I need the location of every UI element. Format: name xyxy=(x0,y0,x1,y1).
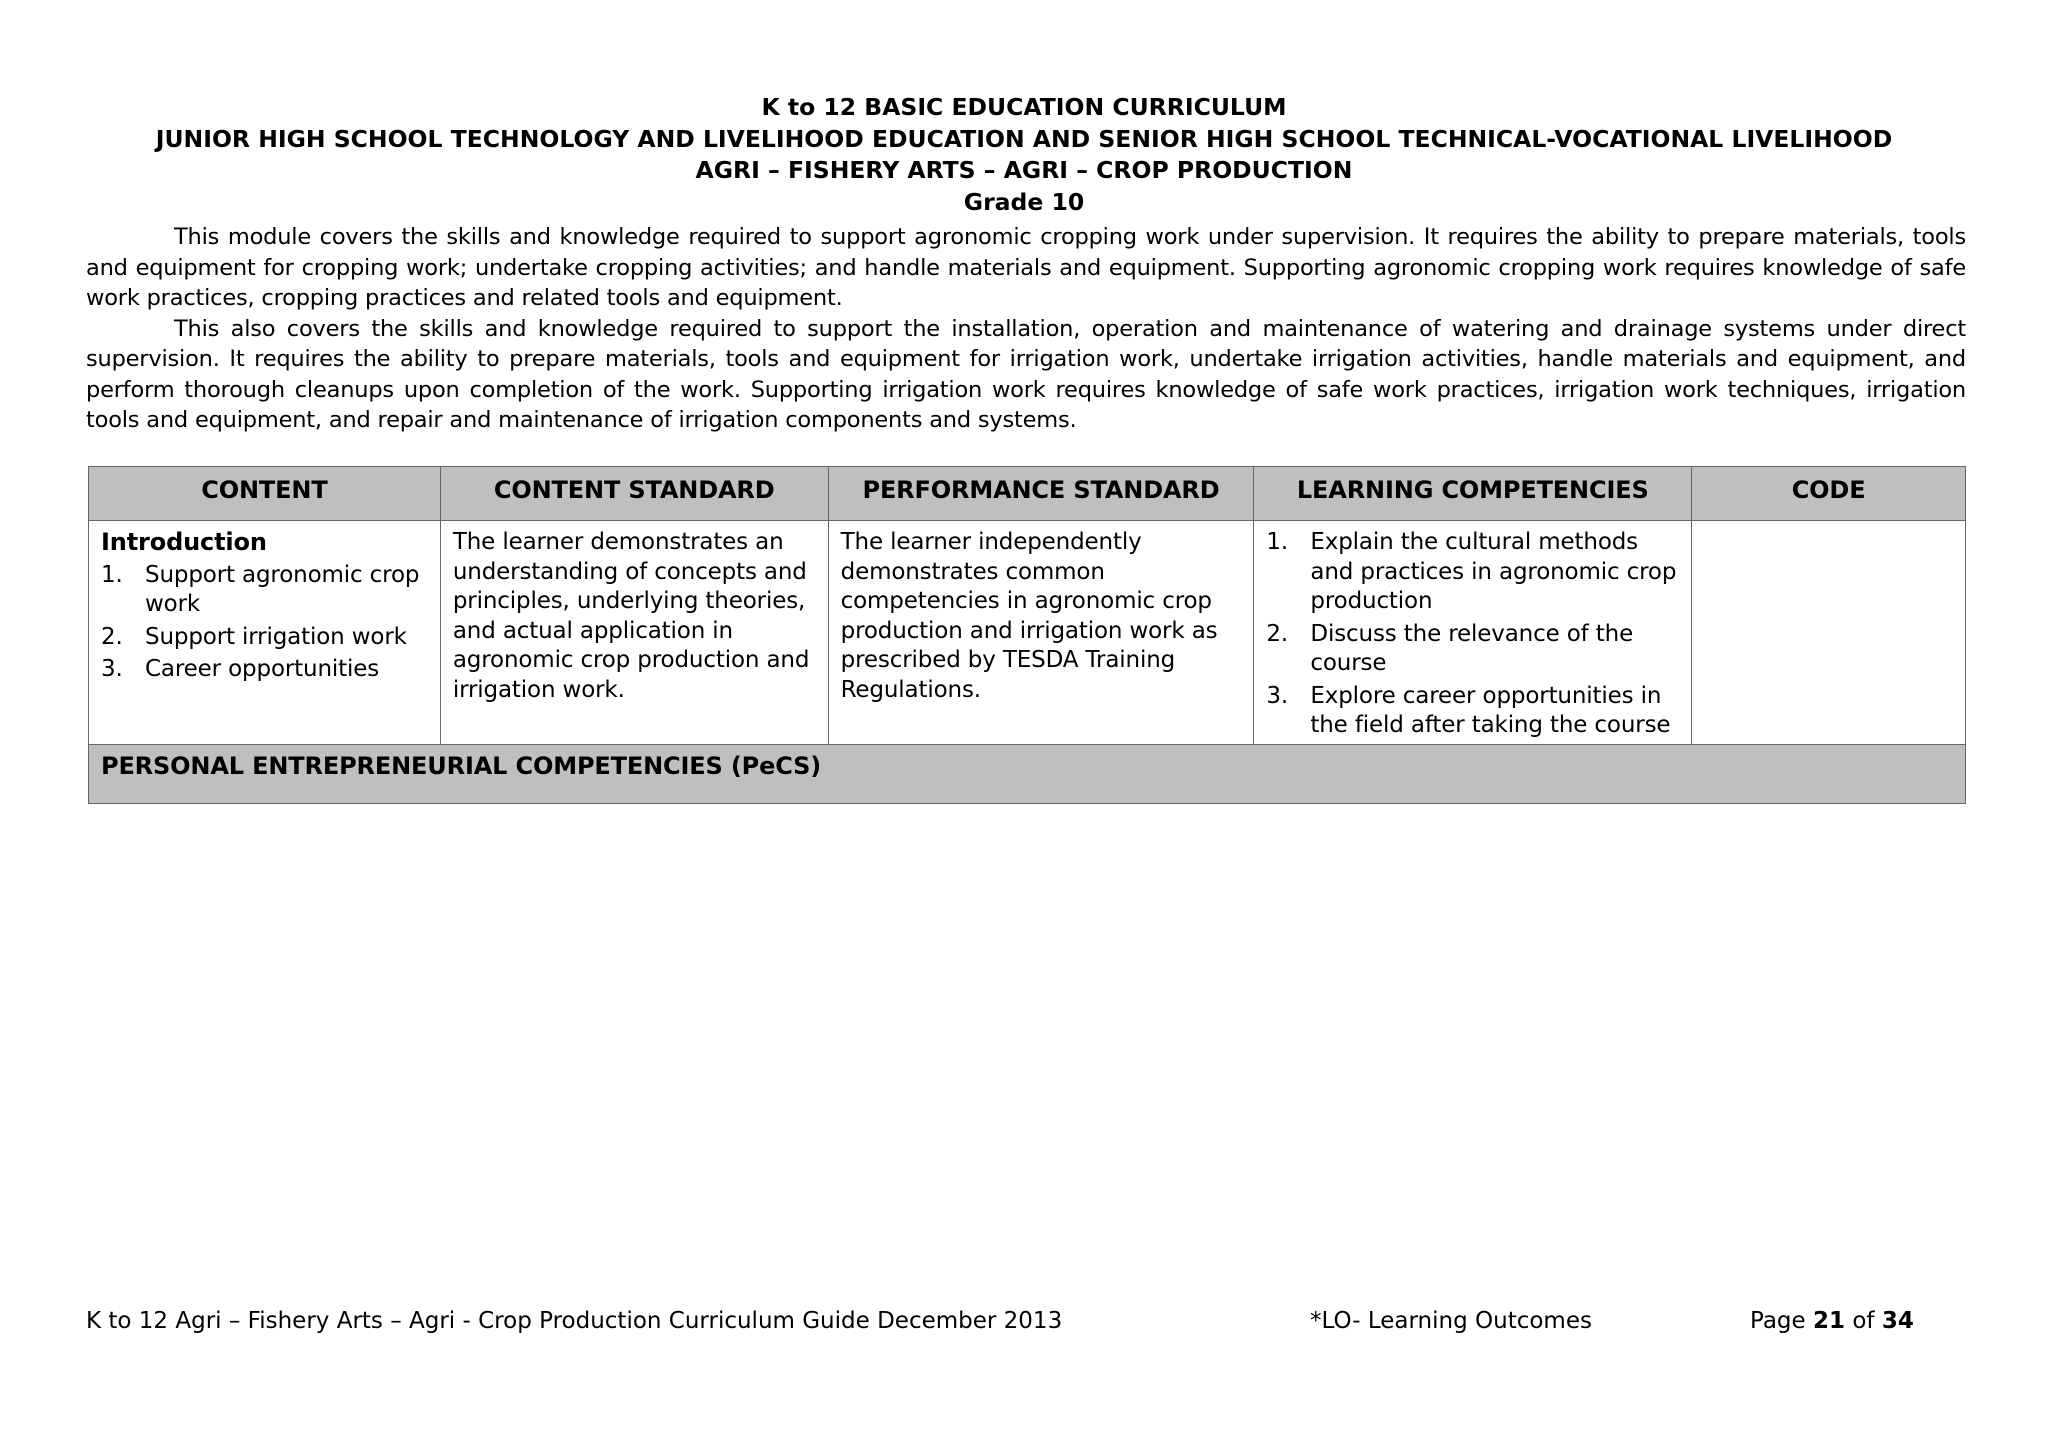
list-text: Explain the cultural methods and practices in agronomic crop production xyxy=(1310,529,1677,614)
subject-title: AGRI – FISHERY ARTS – AGRI – CROP PRODUCTION xyxy=(695,156,1353,184)
header-learning-competencies: LEARNING COMPETENCIES xyxy=(1254,467,1692,521)
section-row-label: PERSONAL ENTREPRENEURIAL COMPETENCIES (PeCS) xyxy=(89,744,1966,803)
description-paragraph-1: This module covers the skills and knowledge required to support agronomic cropping work under supervision. It requires the ability to prepare materials, tools and equipment for cropping work; undertake cropping activities; and handle materials and equipment. Supporting agronomic cropping work requires knowledge of safe work practices, cropping practices and related tools and equipment. xyxy=(86,224,1966,311)
grade-title: Grade 10 xyxy=(963,187,1085,216)
page-prefix: Page xyxy=(1750,1308,1806,1334)
header-code: CODE xyxy=(1692,467,1966,521)
curriculum-table xyxy=(88,466,1966,804)
list-number: 3. xyxy=(101,656,123,682)
list-item xyxy=(1266,682,1683,741)
list-number: 2. xyxy=(1266,620,1289,647)
list-item xyxy=(101,561,432,620)
list-item xyxy=(101,655,432,685)
list-item xyxy=(1266,620,1683,679)
list-item xyxy=(101,623,432,653)
page-total: 34 xyxy=(1881,1308,1914,1334)
content-standard-cell: The learner demonstrates an understanding of concepts and principles, underlying theories, and actual application in agronomic crop production and irrigation work. xyxy=(440,521,828,745)
content-list xyxy=(101,561,432,685)
content-title: Introduction xyxy=(101,528,267,556)
table-row xyxy=(89,521,1966,745)
footer-guide-title: K to 12 Agri – Fishery Arts – Agri - Crop Production Curriculum Guide December 2013 xyxy=(86,1308,1063,1334)
page-current: 21 xyxy=(1813,1308,1846,1334)
list-number: 3. xyxy=(1266,682,1289,709)
list-number: 2. xyxy=(101,623,123,650)
table-header-row xyxy=(89,467,1966,521)
program-title: JUNIOR HIGH SCHOOL TECHNOLOGY AND LIVELIHOOD EDUCATION AND SENIOR HIGH SCHOOL TECHNICAL-VOCATIONAL LIVELIHOOD xyxy=(155,124,1893,153)
header-content-standard: CONTENT STANDARD xyxy=(440,467,828,521)
list-item xyxy=(1266,528,1683,617)
content-cell xyxy=(89,521,441,745)
competencies-list xyxy=(1266,528,1683,741)
page-number xyxy=(1750,1307,1914,1335)
performance-standard-cell: The learner independently demonstrates common competencies in agronomic crop production and irrigation work as prescribed by TESDA Training Regulations. xyxy=(828,521,1254,745)
header-performance-standard: PERFORMANCE STANDARD xyxy=(828,467,1254,521)
code-cell xyxy=(1692,521,1966,745)
list-text: Support irrigation work xyxy=(145,623,407,650)
header-content: CONTENT xyxy=(89,467,441,521)
list-text: Career opportunities xyxy=(145,656,380,682)
page-of: of xyxy=(1852,1308,1875,1334)
list-number: 1. xyxy=(101,561,123,588)
curriculum-title: K to 12 BASIC EDUCATION CURRICULUM xyxy=(761,93,1287,121)
footer-legend: *LO- Learning Outcomes xyxy=(1310,1308,1592,1334)
list-text: Support agronomic crop work xyxy=(145,561,420,617)
list-text: Explore career opportunities in the field after taking the course xyxy=(1310,682,1671,738)
list-number: 1. xyxy=(1266,529,1289,555)
learning-competencies-cell xyxy=(1254,521,1692,745)
section-row xyxy=(89,744,1966,803)
list-text: Discuss the relevance of the course xyxy=(1310,620,1634,676)
module-description xyxy=(86,222,1966,436)
description-paragraph-2: This also covers the skills and knowledge required to support the installation, operation and maintenance of watering and drainage systems under direct supervision. It requires the ability to prepare materials, tools and equipment for irrigation work, undertake irrigation activities, handle materials and equipment, and perform thorough cleanups upon completion of the work. Supporting irrigation work requires knowledge of safe work practices, irrigation work techniques, irrigation tools and equipment, and repair and maintenance of irrigation components and systems. xyxy=(86,315,1966,433)
document-header xyxy=(0,92,2048,218)
